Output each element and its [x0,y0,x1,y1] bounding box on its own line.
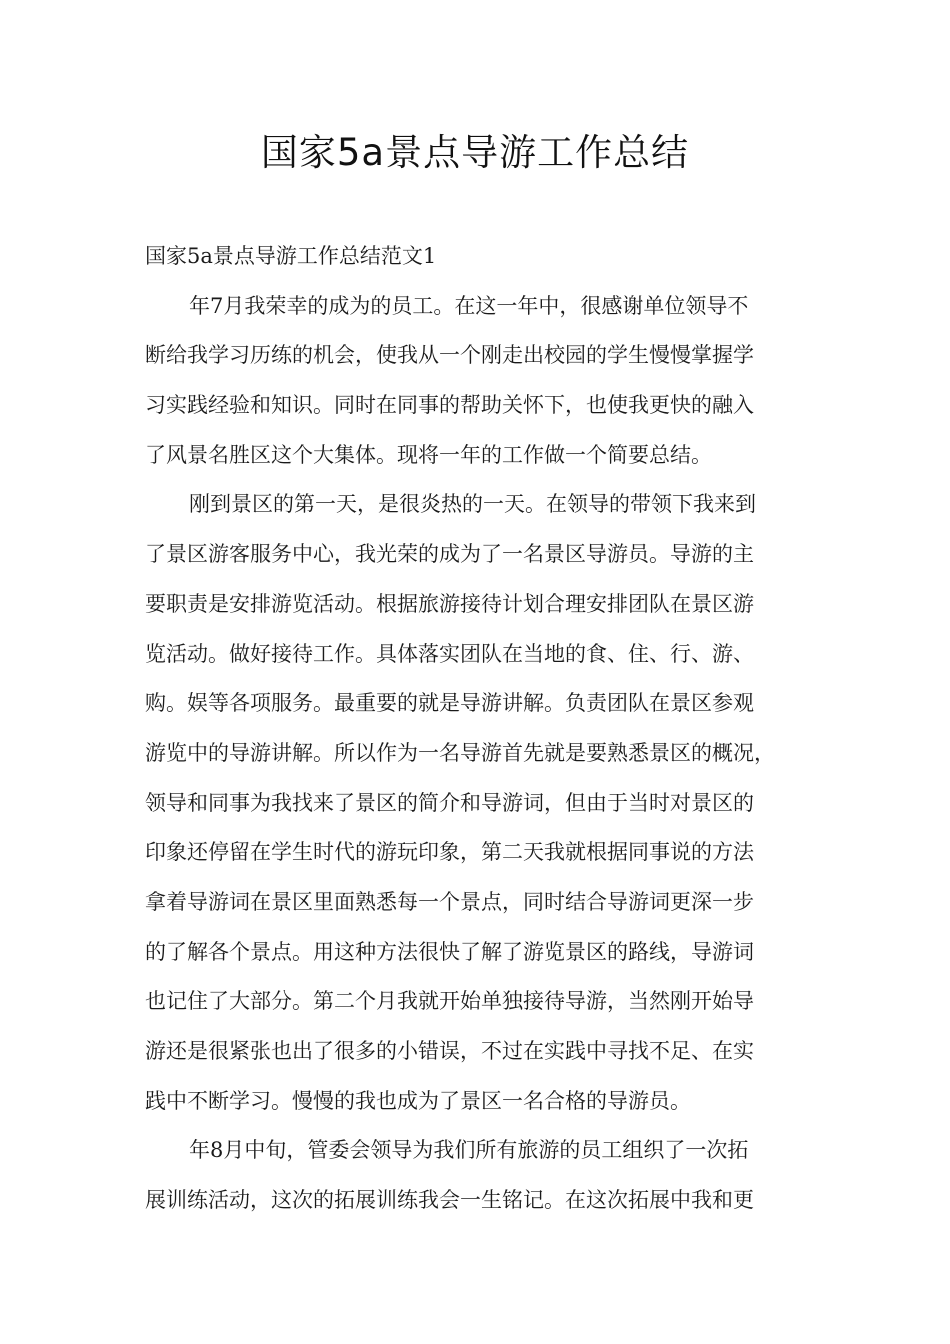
paragraph-2-line-1: 刚到景区的第一天，是很炎热的一天。在领导的带领下我来到 [189,492,756,517]
paragraph-3-line-2: 展训练活动，这次的拓展训练我会一生铭记。在这次拓展中我和更 [145,1188,754,1213]
document-title: 国家5a景点导游工作总结 [260,131,690,174]
paragraph-2-line-8: 印象还停留在学生时代的游玩印象，第二天我就根据同事说的方法 [145,840,754,865]
paragraph-2-line-4: 览活动。做好接待工作。具体落实团队在当地的食、住、行、游、 [145,641,754,666]
paragraph-1-line-2: 断给我学习历练的机会，使我从一个刚走出校园的学生慢慢掌握学 [145,343,754,368]
section-heading: 国家5a景点导游工作总结范文1 [145,244,437,268]
paragraph-2-line-2: 了景区游客服务中心，我光荣的成为了一名景区导游员。导游的主 [145,542,754,567]
paragraph-1-line-3: 习实践经验和知识。同时在同事的帮助关怀下，也使我更快的融入 [145,393,754,418]
paragraph-2-line-13: 践中不断学习。慢慢的我也成为了景区一名合格的导游员。 [145,1088,691,1113]
paragraph-3-line-1: 年8月中旬，管委会领导为我们所有旅游的员工组织了一次拓 [189,1138,749,1163]
paragraph-2-line-7: 领导和同事为我找来了景区的简介和导游词，但由于当时对景区的 [145,790,754,815]
paragraph-2-line-6: 游览中的导游讲解。所以作为一名导游首先就是要熟悉景区的概况， [145,740,775,765]
paragraph-1-line-4: 了风景名胜区这个大集体。现将一年的工作做一个简要总结。 [145,442,712,467]
document-body [145,232,825,1226]
paragraph-2-line-10: 的了解各个景点。用这种方法很快了解了游览景区的路线，导游词 [145,939,754,964]
paragraph-2-line-5: 购。娱等各项服务。最重要的就是导游讲解。负责团队在景区参观 [145,691,754,716]
paragraph-2-line-9: 拿着导游词在景区里面熟悉每一个景点，同时结合导游词更深一步 [145,889,754,914]
paragraph-2-line-3: 要职责是安排游览活动。根据旅游接待计划合理安排团队在景区游 [145,591,754,616]
paragraph-2-line-12: 游还是很紧张也出了很多的小错误，不过在实践中寻找不足、在实 [145,1039,754,1063]
paragraph-1-line-1: 年7月我荣幸的成为的员工。在这一年中，很感谢单位领导不 [189,293,749,318]
paragraph-2-line-11: 也记住了大部分。第二个月我就开始单独接待导游，当然刚开始导 [145,989,754,1014]
